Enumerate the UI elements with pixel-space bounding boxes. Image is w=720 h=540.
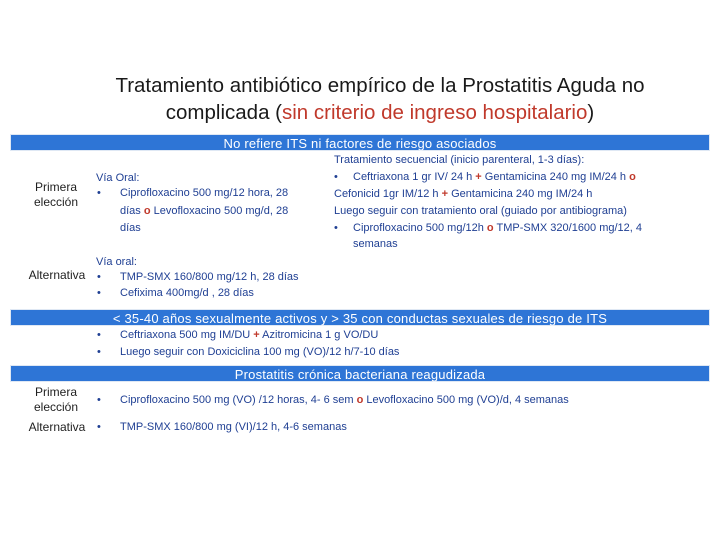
plus-connector: + <box>253 329 260 341</box>
bullet: • <box>97 271 101 283</box>
right-line-1-start: Ceftriaxona 1 gr IV/ 24 h <box>353 171 476 183</box>
left-line-2-start: días <box>120 205 144 217</box>
right-line-4-start: Ciprofloxacino 500 mg/12h <box>353 222 487 234</box>
row-label-alternativa-chronic: Alternativa <box>28 420 86 434</box>
bullet: • <box>334 222 338 234</box>
title-line-1: Tratamiento antibiótico empírico de la Prostatitis Aguda no <box>115 74 645 97</box>
row-label-primera-line2: elección <box>33 400 79 414</box>
section2-line-2: Luego seguir con Doxiciclina 100 mg (VO)/12 h/7-10 días <box>120 346 400 358</box>
title-line-2-start: complicada ( <box>165 101 282 124</box>
left-line-2-end: Levofloxacino 500 mg/d, 28 <box>150 205 289 217</box>
title-line-2-highlight: sin criterio de ingreso hospitalario <box>282 101 588 124</box>
right-treatment-title: Tratamiento secuencial (inicio parenteral, 1-3 días): <box>334 154 585 166</box>
section3-line-1 <box>120 393 569 408</box>
or-connector: o <box>143 205 151 217</box>
bullet: • <box>97 394 101 406</box>
right-line-2-start: Cefonicid 1gr IM/12 h <box>334 188 442 200</box>
row-label-primera-line1: Primera <box>34 385 77 399</box>
right-treatment-line-4 <box>353 221 642 236</box>
alt-via-oral-label: Vía oral: <box>96 256 137 268</box>
page-title <box>60 72 700 126</box>
row-label-primera-line2: elección <box>33 195 79 209</box>
row-label-primera-eleccion <box>20 180 92 210</box>
left-treatment-line-1: Ciprofloxacino 500 mg/12 hora, 28 <box>120 187 289 199</box>
plus-connector: + <box>475 171 482 183</box>
section3-line-2: TMP-SMX 160/800 mg (VI)/12 h, 4-6 semanas <box>120 421 347 433</box>
via-oral-label: Vía Oral: <box>96 172 140 184</box>
left-treatment-line-2 <box>120 204 288 219</box>
bullet: • <box>97 187 101 199</box>
left-treatment-line-3: días <box>120 222 141 234</box>
section2-line-1 <box>120 328 378 343</box>
row-label-primera-line1: Primera <box>34 180 77 194</box>
right-treatment-line-5: semanas <box>353 238 398 250</box>
bullet: • <box>334 171 338 183</box>
right-line-1-mid: Gentamicina 240 mg IM/24 h <box>481 171 630 183</box>
right-treatment-line-3: Luego seguir con tratamiento oral (guiado por antibiograma) <box>334 205 627 217</box>
right-treatment-line-1 <box>353 170 636 185</box>
section-header-no-its: No refiere ITS ni factores de riesgo asociados <box>10 134 710 151</box>
title-line-2-end: ) <box>587 101 595 124</box>
bullet: • <box>97 329 101 341</box>
section2-line-1-end: Azitromicina 1 g VO/DU <box>259 329 379 341</box>
section3-line-1-end: Levofloxacino 500 mg (VO)/d, 4 semanas <box>363 394 569 406</box>
bullet: • <box>97 287 101 299</box>
bullet: • <box>97 421 101 433</box>
row-label-alternativa: Alternativa <box>28 268 86 282</box>
bullet: • <box>97 346 101 358</box>
row-label-primera-eleccion-chronic <box>20 385 92 415</box>
section3-line-1-start: Ciprofloxacino 500 mg (VO) /12 horas, 4- 6 sem <box>120 394 357 406</box>
section-header-sexually-active: < 35-40 años sexualmente activos y > 35 con conductas sexuales de riesgo de ITS <box>10 309 710 326</box>
section2-line-1-start: Ceftriaxona 500 mg IM/DU <box>120 329 254 341</box>
plus-connector: + <box>441 188 449 200</box>
title-line-2 <box>60 99 700 126</box>
right-line-2-end: Gentamicina 240 mg IM/24 h <box>448 188 593 200</box>
or-connector: o <box>486 222 494 234</box>
or-connector: o <box>356 394 364 406</box>
right-line-4-end: TMP-SMX 320/1600 mg/12, 4 <box>493 222 643 234</box>
alt-line-1: TMP-SMX 160/800 mg/12 h, 28 días <box>120 271 299 283</box>
alt-line-2: Cefixima 400mg/d , 28 días <box>120 287 254 299</box>
or-connector: o <box>629 171 636 183</box>
section-header-chronic: Prostatitis crónica bacteriana reagudizada <box>10 365 710 382</box>
right-treatment-line-2 <box>334 187 592 202</box>
